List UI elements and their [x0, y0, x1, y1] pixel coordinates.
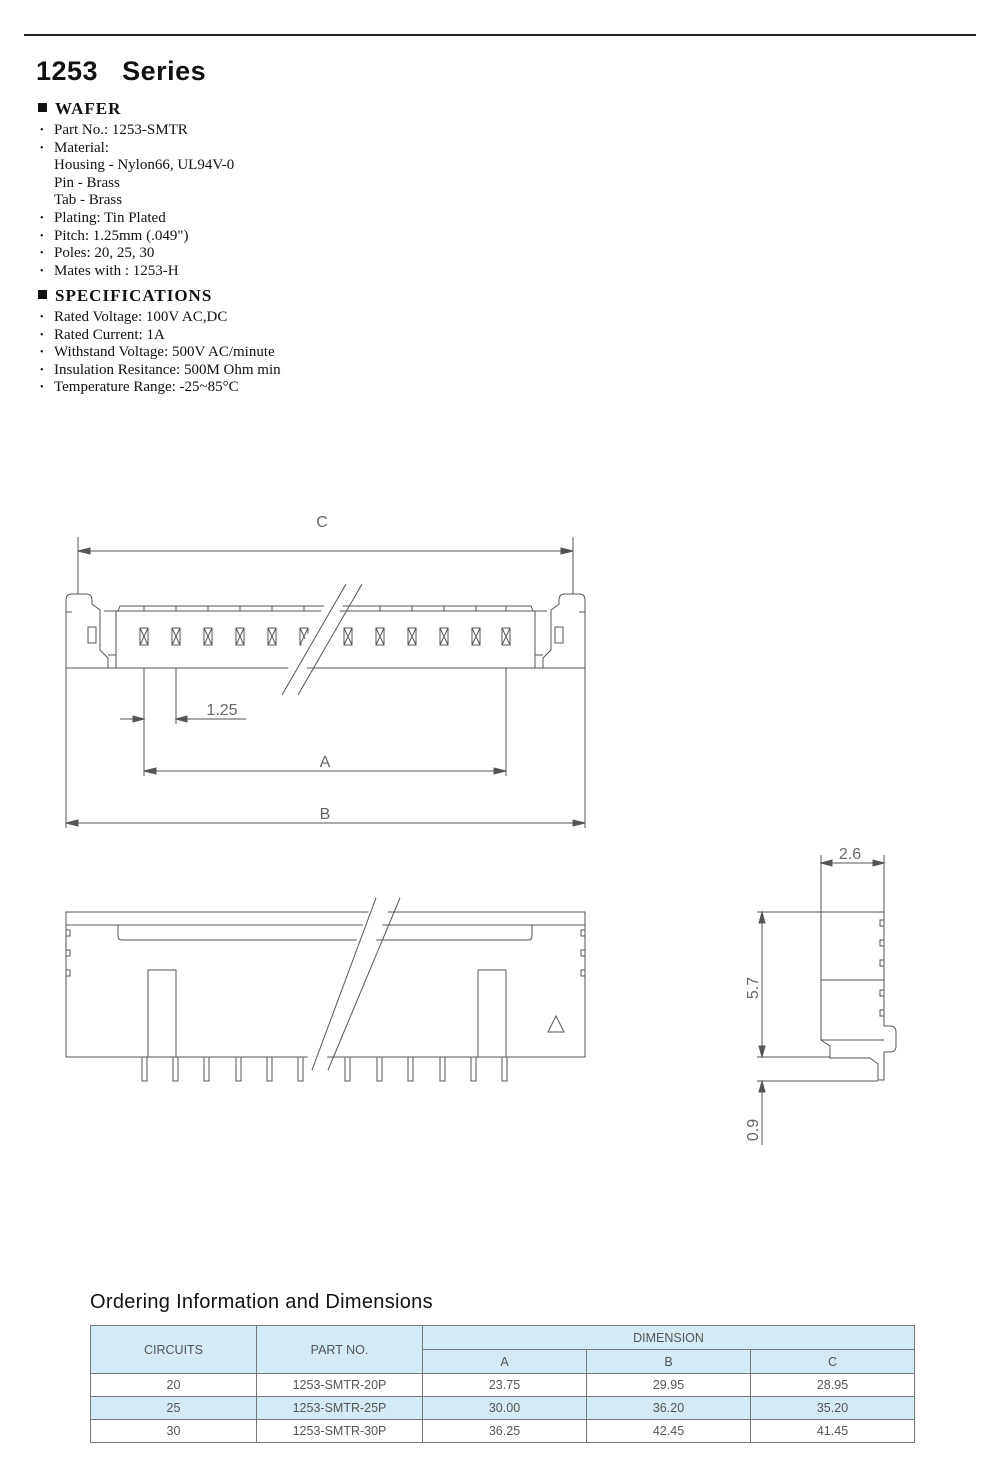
dim-height-label: 5.7 [745, 976, 762, 1000]
table-row [91, 1374, 915, 1397]
cell-circuits: 20 [91, 1374, 257, 1397]
table-row [91, 1420, 915, 1443]
header-a: A [423, 1350, 587, 1374]
cell-b: 36.20 [587, 1397, 751, 1420]
list-item: • Part No.: 1253-SMTR [40, 122, 234, 140]
list-item: Pin - Brass [54, 174, 120, 191]
cell-circuits: 25 [91, 1397, 257, 1420]
cell-circuits: 30 [91, 1420, 257, 1443]
cell-c: 35.20 [751, 1397, 915, 1420]
list-item: • Withstand Voltage: 500V AC/minute [40, 344, 281, 362]
table-row [91, 1397, 915, 1420]
side-view [745, 846, 896, 1145]
table-header-row [91, 1326, 915, 1350]
cell-part: 1253-SMTR-25P [257, 1397, 423, 1420]
cell-a: 30.00 [423, 1397, 587, 1420]
header-dimension: DIMENSION [423, 1326, 915, 1350]
ordering-title: Ordering Information and Dimensions [90, 1291, 433, 1313]
dim-leg-label: 0.9 [745, 1118, 762, 1142]
ordering-table [90, 1325, 915, 1443]
list-item: • Plating: Tin Plated [40, 210, 234, 228]
header-part-no: PART NO. [257, 1326, 423, 1374]
list-item: • Rated Voltage: 100V AC,DC [40, 309, 281, 327]
list-item: • Temperature Range: -25~85°C [40, 379, 281, 397]
cell-c: 41.45 [751, 1420, 915, 1443]
front-view [66, 898, 585, 1081]
cell-a: 36.25 [423, 1420, 587, 1443]
list-item: • Insulation Resitance: 500M Ohm min [40, 362, 281, 380]
dim-pitch-label: 1.25 [206, 702, 238, 719]
top-view [66, 514, 585, 828]
header-c: C [751, 1350, 915, 1374]
cell-part: 1253-SMTR-30P [257, 1420, 423, 1443]
dim-b-label: B [319, 806, 331, 823]
cell-c: 28.95 [751, 1374, 915, 1397]
header-b: B [587, 1350, 751, 1374]
cell-b: 42.45 [587, 1420, 751, 1443]
wafer-heading-text: WAFER [55, 99, 122, 118]
dim-c-label: C [316, 514, 328, 531]
dim-width-label: 2.6 [838, 846, 862, 863]
specifications-heading-text: SPECIFICATIONS [55, 286, 213, 305]
list-item: Housing - Nylon66, UL94V-0 [54, 157, 235, 174]
cell-b: 29.95 [587, 1374, 751, 1397]
header-circuits: CIRCUITS [91, 1326, 257, 1374]
list-item: • Material: [40, 140, 234, 158]
cell-a: 23.75 [423, 1374, 587, 1397]
list-item: • Rated Current: 1A [40, 327, 281, 345]
page-title: 1253 Series [36, 56, 207, 86]
list-item: • Pitch: 1.25mm (.049") [40, 228, 234, 246]
cell-part: 1253-SMTR-20P [257, 1374, 423, 1397]
list-item: • Poles: 20, 25, 30 [40, 245, 234, 263]
list-item: • Mates with : 1253-H [40, 263, 234, 281]
dim-a-label: A [319, 754, 331, 771]
list-item: Tab - Brass [54, 192, 123, 209]
